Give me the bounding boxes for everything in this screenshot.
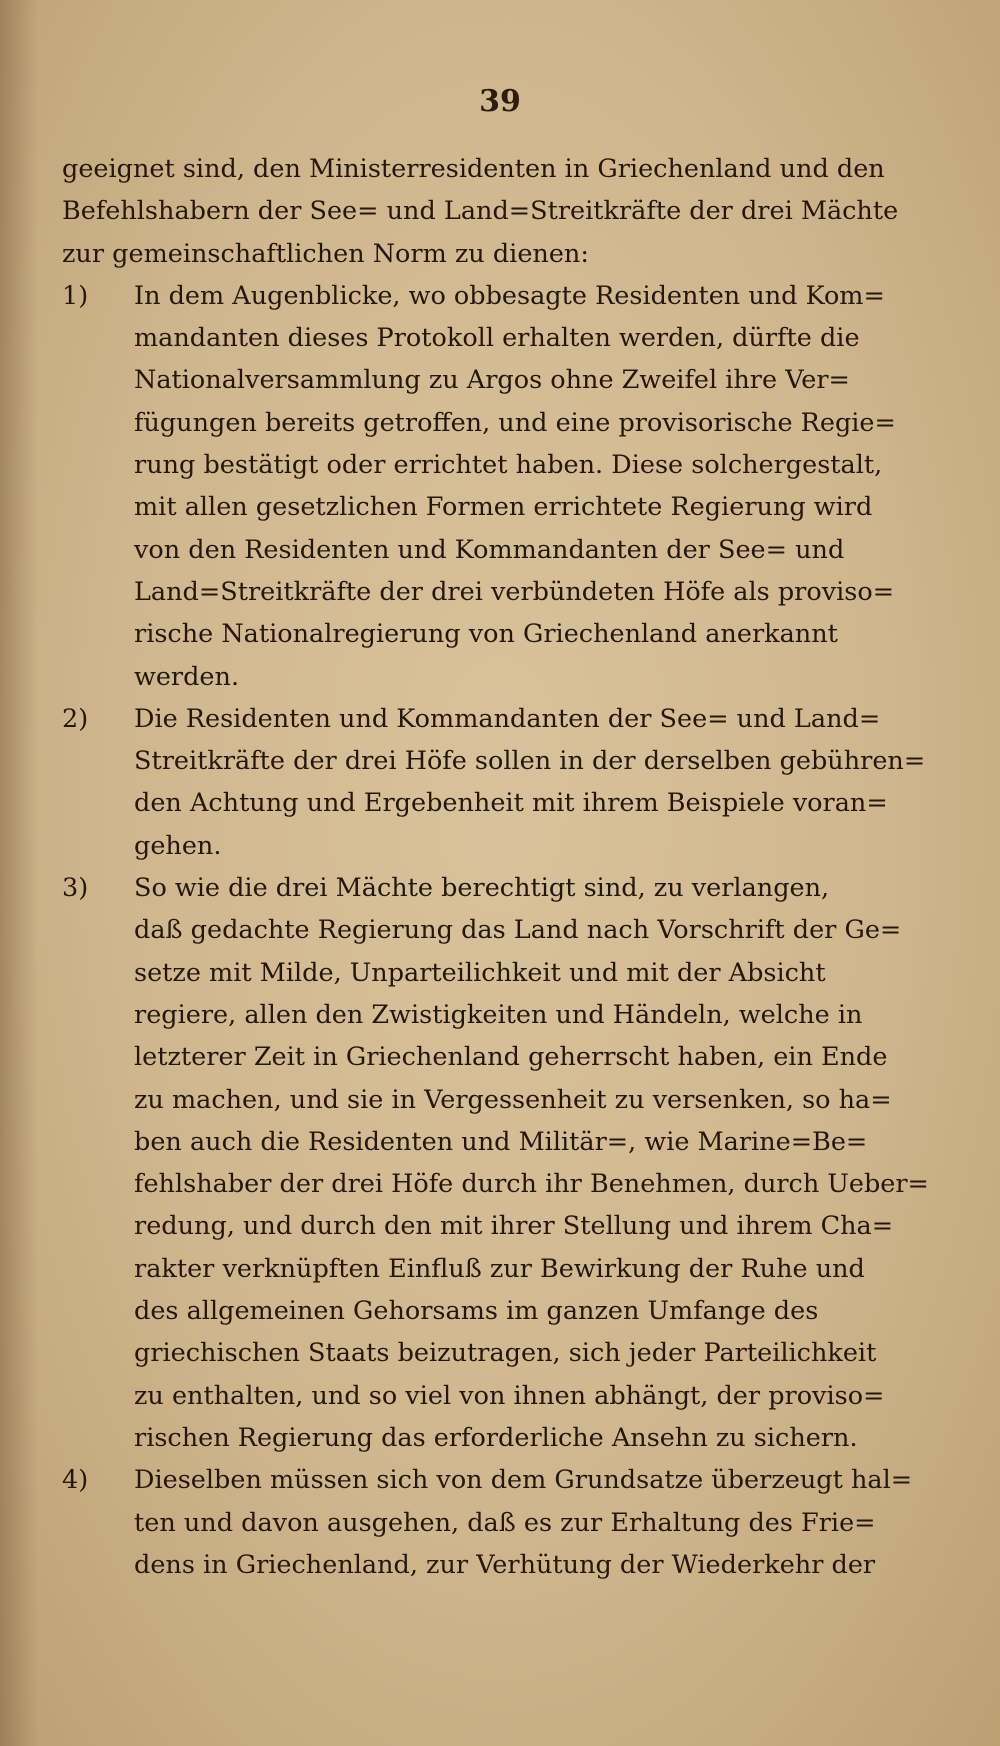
text-line	[62, 1459, 913, 1501]
text-line	[62, 275, 892, 317]
text-line: zu enthalten, und so viel von ihnen abhängt, der proviso=	[134, 1380, 885, 1411]
text-line: regiere, allen den Zwistigkeiten und Händeln, welche in	[134, 999, 863, 1030]
text-line: dens in Griechenland, zur Verhütung der Wiederkehr der	[134, 1549, 876, 1580]
text-line: fügungen bereits getroffen, und eine provisorische Regie=	[134, 407, 896, 438]
list-marker: 3)	[62, 873, 89, 904]
text-line: Befehlshabern der See= und Land=Streitkräfte der drei Mächte	[62, 196, 899, 227]
text-line-content: Dieselben müssen sich von dem Grundsatze überzeugt hal=	[134, 1465, 913, 1496]
text-line: letzterer Zeit in Griechenland geherrscht haben, ein Ende	[134, 1042, 888, 1073]
text-line: den Achtung und Ergebenheit mit ihrem Beispiele voran=	[134, 788, 888, 819]
text-line: setze mit Milde, Unparteilichkeit und mit der Absicht	[134, 957, 826, 988]
text-line: Land=Streitkräfte der drei verbündeten Höfe als proviso=	[134, 576, 895, 607]
text-line: rischen Regierung das erforderliche Ansehn zu sichern.	[134, 1422, 858, 1453]
text-line: werden.	[134, 661, 240, 692]
text-line: geeignet sind, den Ministerresidenten in Griechenland und den	[62, 154, 885, 184]
text-line	[62, 698, 892, 740]
text-line: Streitkräfte der drei Höfe sollen in der derselben gebühren=	[134, 746, 926, 777]
text-line: mandanten dieses Protokoll erhalten werden, dürfte die	[134, 323, 860, 354]
text-line: redung, und durch den mit ihrer Stellung und ihrem Cha=	[134, 1211, 894, 1242]
text-line	[62, 867, 892, 909]
text-line: mit allen gesetzlichen Formen errichtete Regierung wird	[134, 492, 873, 523]
text-line: gehen.	[134, 830, 222, 861]
text-line: griechischen Staats beizutragen, sich jeder Parteilichkeit	[134, 1338, 877, 1369]
text-line: Nationalversammlung zu Argos ohne Zweifel ihre Ver=	[134, 365, 850, 396]
body-text	[62, 148, 929, 1586]
text-line: rung bestätigt oder errichtet haben. Diese solchergestalt,	[134, 450, 883, 481]
text-line: rakter verknüpften Einfluß zur Bewirkung der Ruhe und	[134, 1253, 865, 1284]
text-line: ten und davon ausgehen, daß es zur Erhaltung des Frie=	[134, 1507, 876, 1538]
text-line: ben auch die Residenten und Militär=, wie Marine=Be=	[134, 1126, 868, 1157]
text-line-content: Die Residenten und Kommandanten der See= und Land=	[134, 703, 881, 734]
text-line-content: In dem Augenblicke, wo obbesagte Residenten und Kom=	[134, 280, 885, 311]
list-marker: 1)	[62, 280, 89, 311]
text-line: von den Residenten und Kommandanten der See= und	[134, 534, 845, 565]
text-line: rische Nationalregierung von Griechenland anerkannt	[134, 619, 838, 650]
text-line: zu machen, und sie in Vergessenheit zu versenken, so ha=	[134, 1084, 892, 1115]
list-marker: 4)	[62, 1465, 89, 1496]
text-line: daß gedachte Regierung das Land nach Vorschrift der Ge=	[134, 915, 902, 946]
text-line: des allgemeinen Gehorsams im ganzen Umfange des	[134, 1296, 819, 1327]
page-number: 39	[479, 84, 521, 119]
text-line-content: So wie die drei Mächte berechtigt sind, zu verlangen,	[134, 873, 830, 904]
text-line: zur gemeinschaftlichen Norm zu dienen:	[62, 238, 589, 269]
text-line: fehlshaber der drei Höfe durch ihr Benehmen, durch Ueber=	[134, 1169, 929, 1200]
page-edge-shadow	[0, 0, 38, 1746]
list-marker: 2)	[62, 703, 89, 734]
